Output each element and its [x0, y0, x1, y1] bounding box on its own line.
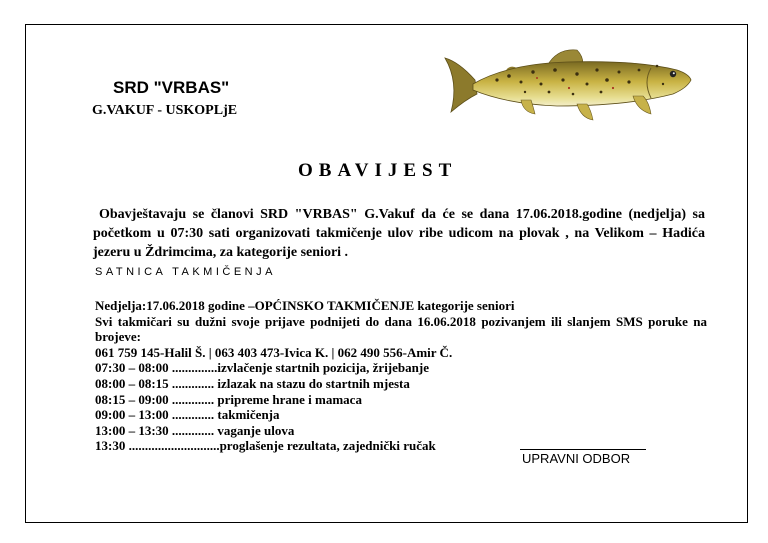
notice-title: OBAVIJEST — [298, 160, 458, 181]
registration-instructions: Svi takmičari su dužni svoje prijave podnijeti do dana 16.06.2018 pozivanjem ili slanjem SMS poruke na brojeve: — [95, 313, 707, 345]
schedule-item: 09:00 – 13:00 ............. takmičenja — [95, 407, 280, 423]
signature-line — [520, 449, 646, 450]
schedule-item: 08:15 – 09:00 ............. pripreme hrane i mamaca — [95, 391, 362, 407]
schedule-item: 13:30 ............................proglašenje rezultata, zajednički ručak — [95, 438, 436, 454]
schedule-item: 13:00 – 13:30 ............. vaganje ulova — [95, 422, 295, 438]
schedule-heading: SATNICA TAKMIČENJA — [95, 266, 276, 278]
notice-intro-paragraph: Obavještavaju se članovi SRD "VRBAS" G.Vakuf da će se dana 17.06.2018.godine (nedjelja) sa početkom u 07:30 sati organizovati takmičenje ulov ribe udicom na plovak , na Velikom – Hadića jezeru u Ždrimcima, za kategorije seniori . — [93, 207, 705, 260]
organization-name: SRD "VRBAS" — [113, 78, 230, 97]
trout-fish-image — [437, 40, 697, 130]
signature-label: UPRAVNI ODBOR — [522, 451, 631, 466]
contact-phone-numbers: 061 759 145-Halil Š. | 063 403 473-Ivica K. | 062 490 556-Amir Č. — [95, 344, 453, 360]
schedule-item: 07:30 – 08:00 ..............izvlačenje startnih pozicija, žrijebanje — [95, 360, 429, 376]
schedule-item: 08:00 – 08:15 ............. izlazak na stazu do startnih mjesta — [95, 375, 410, 391]
schedule-block — [95, 298, 707, 454]
competition-date-line: Nedjelja:17.06.2018 godine –OPĆINSKO TAKMIČENJE kategorije seniori — [95, 298, 515, 313]
organization-location: G.VAKUF - USKOPLjE — [92, 103, 238, 118]
